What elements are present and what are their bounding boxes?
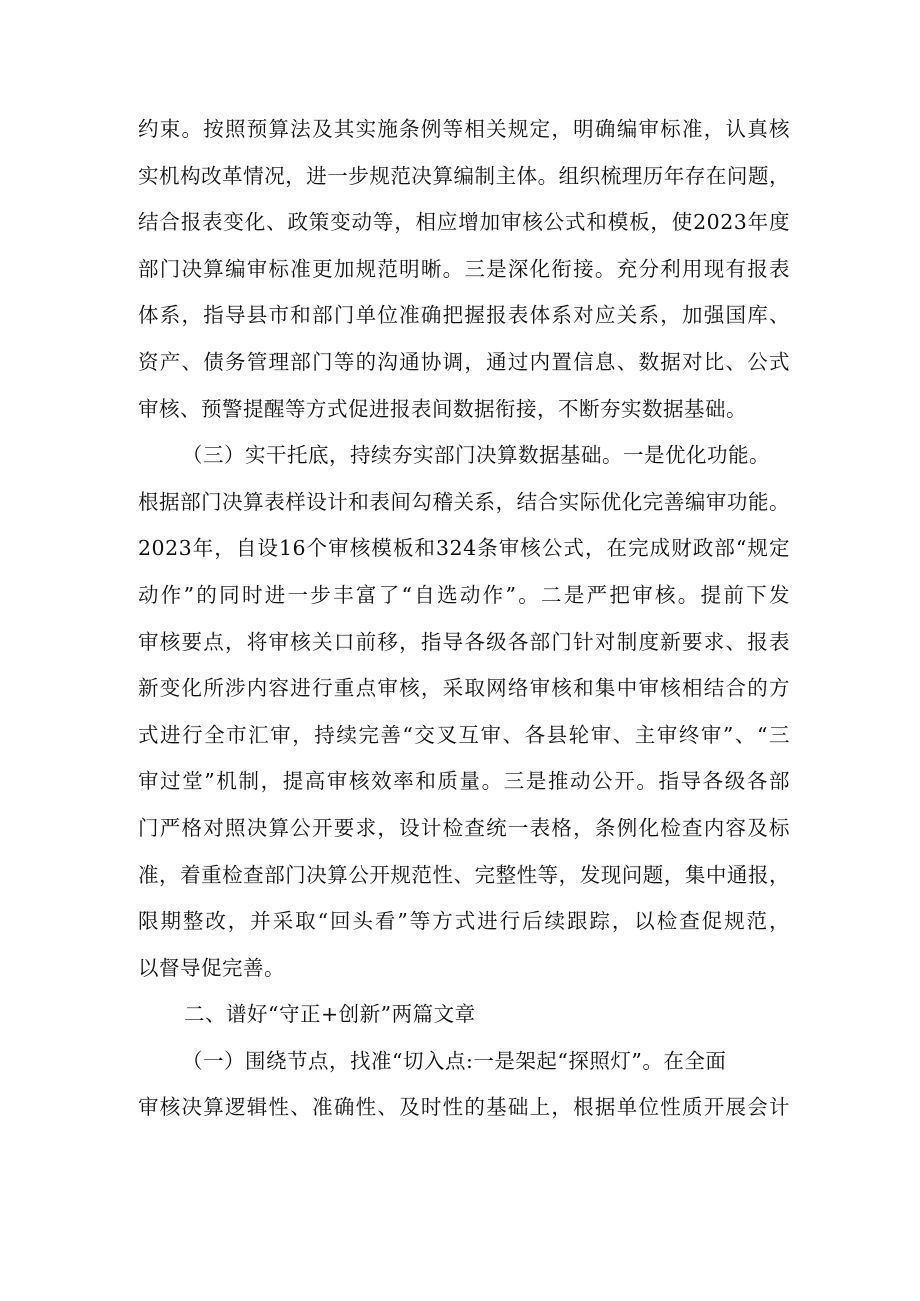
text-line: 准，着重检查部门决算公开规范性、完整性等，发现问题，集中通报，: [138, 862, 790, 887]
text-line: 门严格对照决算公开要求，设计检查统一表格，条例化检查内容及标: [138, 815, 790, 840]
text-line: 新变化所涉内容进行重点审核，采取网络审核和集中审核相结合的方: [138, 676, 790, 701]
text-line: 结合报表变化、政策变动等，相应增加审核公式和模板，使2023年度: [138, 210, 790, 235]
text-line: 式进行全市汇审，持续完善“交叉互审、各县轮审、主审终审”、“三: [138, 722, 790, 747]
text-line: 限期整改，并采取“回头看”等方式进行后续跟踪，以检查促规范，: [138, 909, 790, 934]
text-line: 审核决算逻辑性、准确性、及时性的基础上，根据单位性质开展会计: [138, 1095, 790, 1120]
text-line: 2023年，自设16个审核模板和324条审核公式，在完成财政部“规定: [138, 536, 790, 561]
text-line: 约束。按照预算法及其实施条例等相关规定，明确编审标准，认真核: [138, 117, 790, 141]
text-line: 部门决算编审标准更加规范明晰。三是深化衔接。充分利用现有报表: [138, 256, 790, 281]
text-line: 审核要点，将审核关口前移，指导各级各部门针对制度新要求、报表: [138, 629, 790, 654]
subsection-heading: （一）围绕节点，找准“切入点:一是架起“探照灯”。在全面: [182, 1048, 727, 1073]
text-line: 实机构改革情况，进一步规范决算编制主体。组织梳理历年存在问题，: [138, 163, 790, 188]
text-line: 根据部门决算表样设计和表间勾稽关系，结合实际优化完善编审功能。: [138, 489, 790, 514]
text-line: 审过堂”机制，提高审核效率和质量。三是推动公开。指导各级各部: [138, 769, 790, 794]
body-text: [138, 106, 790, 1131]
text-line: 体系，指导县市和部门单位准确把握报表体系对应关系，加强国库、: [138, 303, 790, 328]
text-line: 以督导促完善。: [138, 955, 285, 980]
text-line: 审核、预警提醒等方式促进报表间数据衔接，不断夯实数据基础。: [138, 396, 747, 421]
section-heading: 二、谱好“守正+创新”两篇文章: [184, 1002, 476, 1027]
section-heading: （三）实干托底，持续夯实部门决算数据基础。一是优化功能。: [182, 443, 770, 468]
text-line: 动作”的同时进一步丰富了“自选动作”。二是严把审核。提前下发: [138, 582, 790, 607]
text-line: 资产、债务管理部门等的沟通协调，通过内置信息、数据对比、公式: [138, 349, 790, 374]
